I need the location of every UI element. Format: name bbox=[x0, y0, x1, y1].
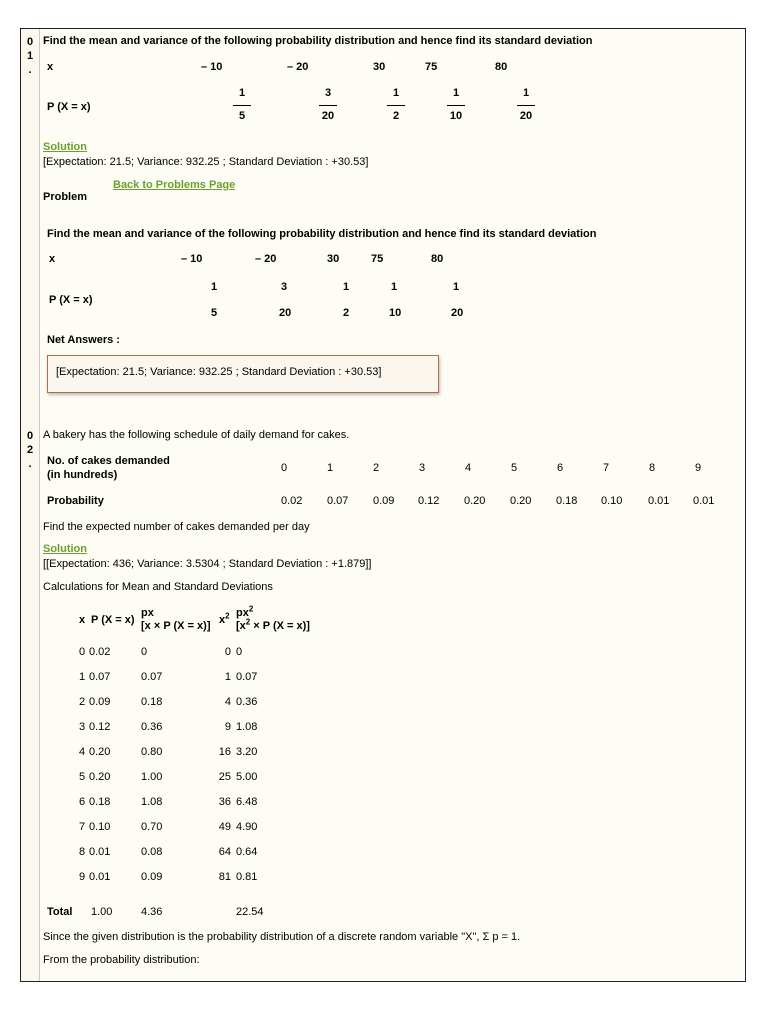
q2-demand-value: 9 bbox=[695, 462, 702, 474]
calc-cell-px: 0.07 bbox=[141, 671, 163, 683]
q1-denominator: 5 bbox=[211, 307, 218, 319]
q2-number-0: 0 bbox=[26, 430, 34, 442]
calc-cell-p: 0.20 bbox=[89, 771, 111, 783]
q1-denominator: 10 bbox=[389, 307, 402, 319]
q1-x-value-repeat: 75 bbox=[371, 253, 384, 265]
calc-cell-x2: 36 bbox=[218, 796, 231, 808]
calc-cell-x: 1 bbox=[79, 671, 86, 683]
calc-cell-x: 6 bbox=[79, 796, 86, 808]
calc-cell-px2: 3.20 bbox=[236, 746, 258, 758]
q1-numerator: 1 bbox=[343, 281, 350, 293]
calc-cell-px: 0.80 bbox=[141, 746, 163, 758]
calc-cell-px: 0.18 bbox=[141, 696, 163, 708]
q2-solution-link[interactable]: Solution bbox=[43, 543, 87, 555]
q2-demand-value: 8 bbox=[649, 462, 656, 474]
calc-cell-px: 1.00 bbox=[141, 771, 163, 783]
q2-calc-title: Calculations for Mean and Standard Deviations bbox=[43, 581, 273, 593]
q2-prob-value: 0.01 bbox=[648, 495, 670, 507]
q1-problem-label: Problem bbox=[43, 191, 88, 203]
q2-prob-value: 0.07 bbox=[327, 495, 349, 507]
q1-number-0: 0 bbox=[26, 36, 34, 48]
q2-demand-value: 4 bbox=[465, 462, 472, 474]
q2-demand-label-1: No. of cakes demanded bbox=[47, 455, 170, 467]
calc-cell-p: 0.18 bbox=[89, 796, 111, 808]
q1-x-label-repeat: x bbox=[49, 253, 56, 265]
calc-cell-px2: 0.64 bbox=[236, 846, 258, 858]
q1-fraction: 1 20 bbox=[511, 87, 541, 122]
calc-cell-p: 0.12 bbox=[89, 721, 111, 733]
q2-answer: [[Expectation: 436; Variance: 3.5304 ; Standard Deviation : +1.879]] bbox=[43, 558, 372, 570]
q1-fraction: 1 2 bbox=[381, 87, 411, 122]
calc-cell-px2: 1.08 bbox=[236, 721, 258, 733]
q1-x-value-repeat: 80 bbox=[431, 253, 444, 265]
document-page bbox=[20, 28, 746, 982]
calc-header-px2-top: $px^2$ bbox=[236, 604, 254, 619]
calc-cell-x2: 16 bbox=[218, 746, 231, 758]
calc-cell-x: 2 bbox=[79, 696, 86, 708]
net-answer-box bbox=[47, 355, 439, 393]
calc-cell-x2: 4 bbox=[224, 696, 231, 708]
calc-cell-x2: 49 bbox=[218, 821, 231, 833]
q1-fraction: 3 20 bbox=[313, 87, 343, 122]
calc-total-px2: 22.54 bbox=[236, 906, 264, 918]
q2-prob-value: 0.18 bbox=[556, 495, 578, 507]
calc-cell-x: 4 bbox=[79, 746, 86, 758]
calc-cell-px: 0.08 bbox=[141, 846, 163, 858]
calc-cell-px: 0 bbox=[141, 646, 148, 658]
calc-cell-px: 0.36 bbox=[141, 721, 163, 733]
q1-fraction: 1 5 bbox=[227, 87, 257, 122]
q1-x-label: x bbox=[47, 61, 54, 73]
calc-cell-p: 0.10 bbox=[89, 821, 111, 833]
q2-prob-value: 0.10 bbox=[601, 495, 623, 507]
q2-from-text: From the probability distribution: bbox=[43, 954, 200, 966]
q1-number-1: 1 bbox=[26, 50, 34, 62]
back-to-problems-link[interactable]: Back to Problems Page bbox=[113, 179, 236, 191]
q2-prompt: A bakery has the following schedule of daily demand for cakes. bbox=[43, 429, 350, 441]
q2-prob-value: 0.02 bbox=[281, 495, 303, 507]
calc-cell-px2: 0 bbox=[236, 646, 243, 658]
calc-cell-p: 0.07 bbox=[89, 671, 111, 683]
calc-cell-x2: 25 bbox=[218, 771, 231, 783]
q1-x-value-repeat: – 10 bbox=[181, 253, 203, 265]
q2-since-text: Since the given distribution is the probability distribution of a discrete random variable "X", Σ p = 1. bbox=[43, 931, 521, 943]
calc-header-px-bottom: [x × P (X = x)] bbox=[141, 620, 211, 632]
calc-cell-px2: 0.81 bbox=[236, 871, 258, 883]
calc-cell-p: 0.02 bbox=[89, 646, 111, 658]
calc-header-px-top: px bbox=[141, 607, 154, 619]
calc-cell-px2: 0.07 bbox=[236, 671, 258, 683]
calc-cell-px2: 5.00 bbox=[236, 771, 258, 783]
q1-x-value: 30 bbox=[373, 61, 386, 73]
q1-numerator: 1 bbox=[211, 281, 218, 293]
q2-find-text: Find the expected number of cakes demanded per day bbox=[43, 521, 310, 533]
q2-demand-value: 1 bbox=[327, 462, 334, 474]
calc-cell-x2: 81 bbox=[218, 871, 231, 883]
q2-prob-value: 0.12 bbox=[418, 495, 440, 507]
calc-cell-px2: 6.48 bbox=[236, 796, 258, 808]
q1-denominator: 20 bbox=[451, 307, 464, 319]
calc-total-label: Total bbox=[47, 906, 73, 918]
net-answer-text: [Expectation: 21.5; Variance: 932.25 ; Standard Deviation : +30.53] bbox=[56, 366, 382, 378]
calc-cell-p: 0.20 bbox=[89, 746, 111, 758]
q1-solution-link[interactable]: Solution bbox=[43, 141, 87, 153]
calc-cell-p: 0.01 bbox=[89, 871, 111, 883]
q2-demand-label-2: (in hundreds) bbox=[47, 469, 118, 481]
net-answers-label: Net Answers : bbox=[47, 334, 120, 346]
q1-x-value: 80 bbox=[495, 61, 508, 73]
calc-cell-x: 9 bbox=[79, 871, 86, 883]
q1-x-value: – 10 bbox=[201, 61, 223, 73]
q1-numerator: 1 bbox=[391, 281, 398, 293]
q2-prob-value: 0.09 bbox=[373, 495, 395, 507]
calc-cell-px: 0.70 bbox=[141, 821, 163, 833]
calc-total-px: 4.36 bbox=[141, 906, 163, 918]
calc-cell-x: 5 bbox=[79, 771, 86, 783]
q2-demand-value: 6 bbox=[557, 462, 564, 474]
q1-x-value: – 20 bbox=[287, 61, 309, 73]
calc-cell-px2: 4.90 bbox=[236, 821, 258, 833]
question-number-column bbox=[21, 29, 40, 981]
q2-number-1: 2 bbox=[26, 444, 34, 456]
q2-demand-value: 3 bbox=[419, 462, 426, 474]
calc-header-x2: $x^2$ bbox=[219, 611, 230, 626]
calc-cell-x: 3 bbox=[79, 721, 86, 733]
calc-cell-x: 0 bbox=[79, 646, 86, 658]
calc-header-p: P (X = x) bbox=[91, 614, 135, 626]
calc-cell-x: 8 bbox=[79, 846, 86, 858]
q2-prob-label: Probability bbox=[47, 495, 104, 507]
calc-cell-x2: 0 bbox=[224, 646, 231, 658]
q2-prob-value: 0.20 bbox=[510, 495, 532, 507]
q2-demand-value: 0 bbox=[281, 462, 288, 474]
q1-x-value: 75 bbox=[425, 61, 438, 73]
calc-cell-x2: 9 bbox=[224, 721, 231, 733]
calc-cell-p: 0.09 bbox=[89, 696, 111, 708]
calc-cell-x2: 1 bbox=[224, 671, 231, 683]
q1-numerator: 3 bbox=[281, 281, 288, 293]
calc-cell-px: 0.09 bbox=[141, 871, 163, 883]
calc-header-x: x bbox=[79, 614, 86, 626]
q1-x-value-repeat: 30 bbox=[327, 253, 340, 265]
q2-number-2: . bbox=[28, 458, 32, 470]
q2-prob-value: 0.01 bbox=[693, 495, 715, 507]
q1-denominator: 20 bbox=[279, 307, 292, 319]
calc-cell-px: 1.08 bbox=[141, 796, 163, 808]
q1-prompt: Find the mean and variance of the following probability distribution and hence find its standard deviation bbox=[43, 35, 593, 47]
calc-header-px2-bottom: [$x^2 \times P$ (X = x)] bbox=[236, 617, 310, 632]
q2-demand-value: 2 bbox=[373, 462, 380, 474]
q1-denominator: 2 bbox=[343, 307, 350, 319]
q1-number-2: . bbox=[28, 64, 32, 76]
calc-cell-px2: 0.36 bbox=[236, 696, 258, 708]
q2-demand-value: 5 bbox=[511, 462, 518, 474]
q1-answer: [Expectation: 21.5; Variance: 932.25 ; Standard Deviation : +30.53] bbox=[43, 156, 369, 168]
q1-prompt-repeat: Find the mean and variance of the following probability distribution and hence find its standard deviation bbox=[47, 228, 597, 240]
calc-cell-x2: 64 bbox=[218, 846, 231, 858]
q1-p-label-repeat: P (X = x) bbox=[49, 294, 93, 306]
q1-fraction: 1 10 bbox=[441, 87, 471, 122]
q1-p-label: P (X = x) bbox=[47, 101, 91, 113]
q2-demand-value: 7 bbox=[603, 462, 610, 474]
calc-total-p: 1.00 bbox=[91, 906, 113, 918]
q1-numerator: 1 bbox=[453, 281, 460, 293]
q1-x-value-repeat: – 20 bbox=[255, 253, 277, 265]
calc-cell-x: 7 bbox=[79, 821, 86, 833]
q2-prob-value: 0.20 bbox=[464, 495, 486, 507]
calc-cell-p: 0.01 bbox=[89, 846, 111, 858]
